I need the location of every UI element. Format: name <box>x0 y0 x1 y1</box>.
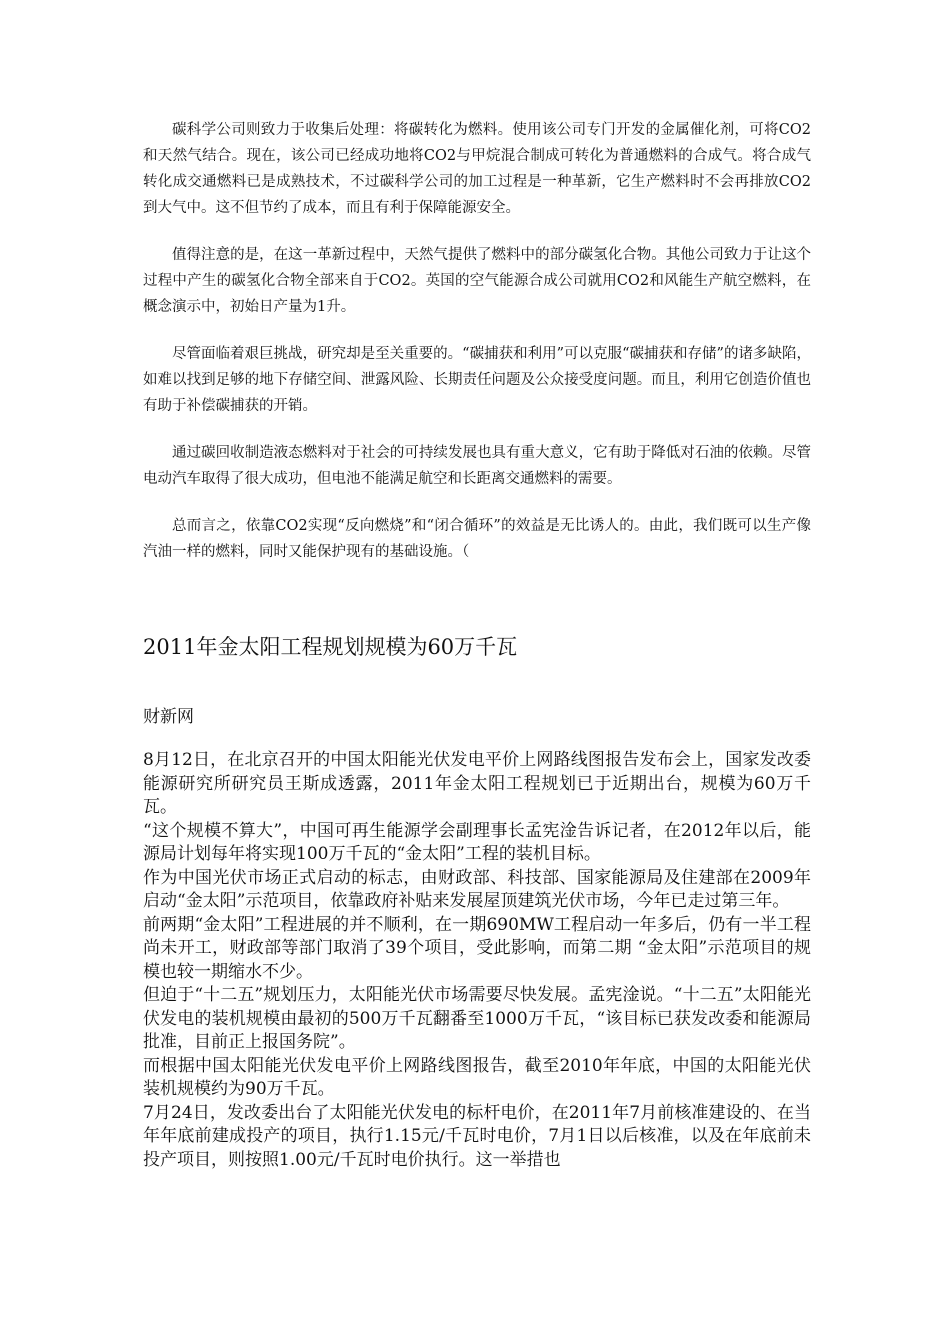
paragraph: 值得注意的是，在这一革新过程中，天然气提供了燃料中的部分碳氢化合物。其他公司致力于让这个过程中产生的碳氢化合物全部来自于CO2。英国的空气能源合成公司就用CO2和风能生产航空燃料，在概念演示中，初始日产量为1升。 <box>143 247 811 315</box>
upper-article-section <box>143 117 811 586</box>
paragraph: 作为中国光伏市场正式启动的标志，由财政部、科技部、国家能源局及住建部在2009年启动“金太阳”示范项目，依靠政府补贴来发展屋顶建筑光伏市场，今年已走过第三年。 <box>143 867 811 911</box>
paragraph: 总而言之，依靠CO2实现“反向燃烧”和“闭合循环”的效益是无比诱人的。由此，我们既可以生产像汽油一样的燃料，同时又能保护现有的基础设施。（ <box>143 518 811 560</box>
paragraph: 7月24日，发改委出台了太阳能光伏发电的标杆电价，在2011年7月前核准建设的、在当年年底前建成投产的项目，执行1.15元/千瓦时电价，7月1日以后核准，以及在年底前未投产项目，则按照1.00元/千瓦时电价执行。这一举措也 <box>143 1102 811 1170</box>
paragraph: 而根据中国太阳能光伏发电平价上网路线图报告，截至2010年年底，中国的太阳能光伏装机规模约为90万千瓦。 <box>143 1055 811 1099</box>
article-source: 财新网 <box>143 707 194 727</box>
paragraph: 碳科学公司则致力于收集后处理：将碳转化为燃料。使用该公司专门开发的金属催化剂，可将CO2和天然气结合。现在，该公司已经成功地将CO2与甲烷混合制成可转化为普通燃料的合成气。将合成气转化成交通燃料已是成熟技术，不过碳科学公司的加工过程是一种革新，它生产燃料时不会再排放CO2到大气中。这不但节约了成本，而且有利于保障能源安全。 <box>143 122 811 216</box>
paragraph: “这个规模不算大”，中国可再生能源学会副理事长孟宪淦告诉记者，在2012年以后，能源局计划每年将实现100万千瓦的“金太阳”工程的装机目标。 <box>143 820 811 864</box>
article-title: 2011年金太阳工程规划规模为60万千瓦 <box>143 635 518 659</box>
paragraph: 通过碳回收制造液态燃料对于社会的可持续发展也具有重大意义，它有助于降低对石油的依赖。尽管电动汽车取得了很大成功，但电池不能满足航空和长距离交通燃料的需要。 <box>143 445 811 487</box>
article-body <box>143 749 811 1172</box>
paragraph: 8月12日，在北京召开的中国太阳能光伏发电平价上网路线图报告发布会上，国家发改委能源研究所研究员王斯成透露，2011年金太阳工程规划已于近期出台，规模为60万千瓦。 <box>143 750 811 817</box>
paragraph: 但迫于“十二五”规划压力，太阳能光伏市场需要尽快发展。孟宪淦说。“十二五”太阳能光伏发电的装机规模由最初的500万千瓦翻番至1000万千瓦，“该目标已获发改委和能源局批准，目前正上报国务院”。 <box>143 985 811 1052</box>
paragraph: 前两期“金太阳”工程进展的并不顺利，在一期690MW工程启动一年多后，仍有一半工程尚未开工，财政部等部门取消了39个项目，受此影响，而第二期 “金太阳”示范项目的规模也较一期缩水不少。 <box>143 914 811 982</box>
paragraph: 尽管面临着艰巨挑战，研究却是至关重要的。“碳捕获和利用”可以克服“碳捕获和存储”的诸多缺陷，如难以找到足够的地下存储空间、泄露风险、长期责任问题及公众接受度问题。而且，利用它创造价值也有助于补偿碳捕获的开销。 <box>143 346 811 414</box>
